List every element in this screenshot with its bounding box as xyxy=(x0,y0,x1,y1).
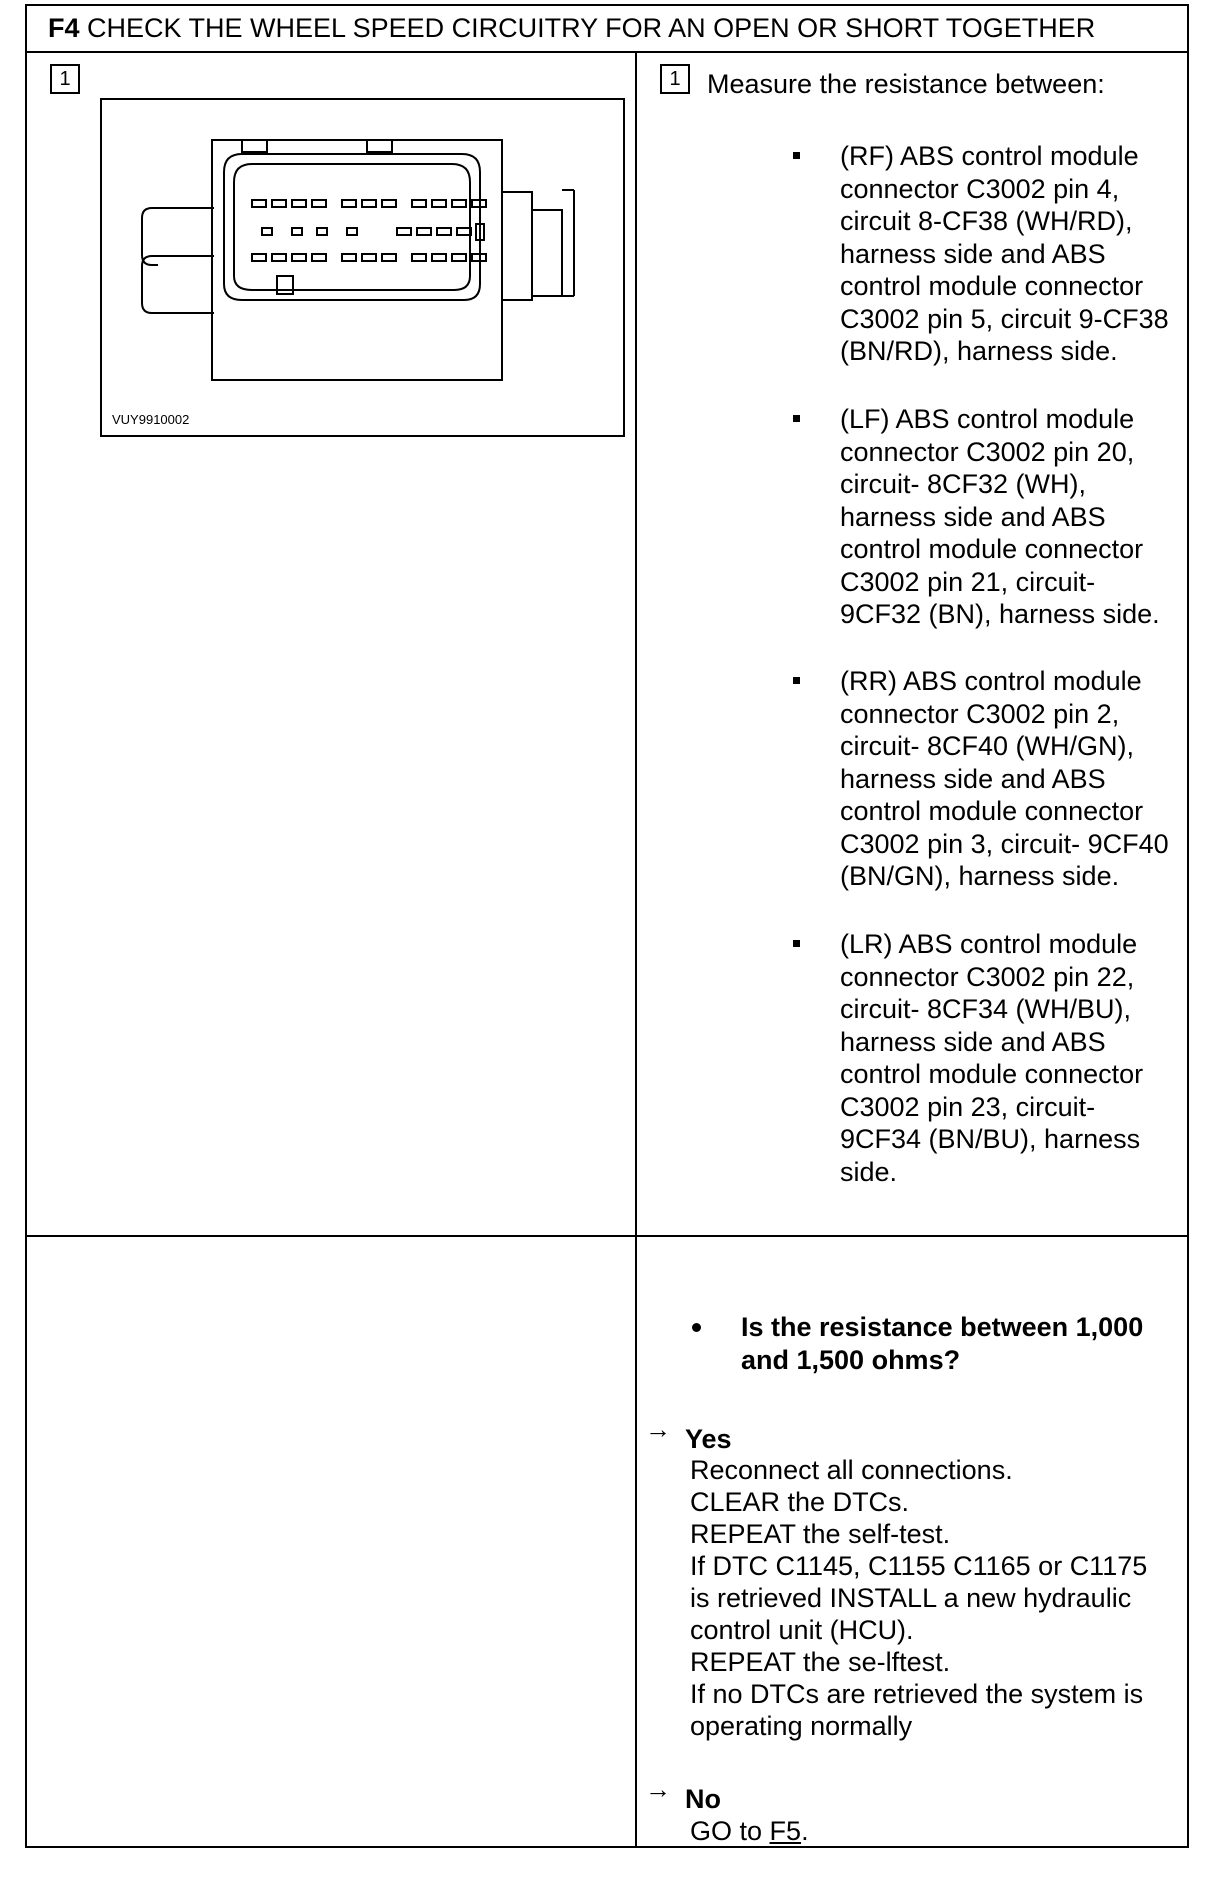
figure-code: VUY9910002 xyxy=(112,412,190,427)
column-divider xyxy=(635,51,637,1846)
goto-prefix: GO to xyxy=(690,1816,763,1846)
connector-figure xyxy=(100,98,625,437)
step-header xyxy=(48,12,1095,44)
question-text: Is the resistance between 1,000 and 1,500 ohms? xyxy=(741,1312,1144,1375)
step-code: F4 xyxy=(48,13,80,43)
measurement-lf: (LF) ABS control module connector C3002 pin 20, circuit- 8CF32 (WH), harness side and ABS control module connector C3002 pin 21, circuit- 9CF32 (BN), harness side. xyxy=(840,404,1160,629)
no-arrow-icon: → xyxy=(645,1774,671,1804)
goto-suffix: . xyxy=(801,1816,809,1846)
step-marker-icon-right: 1 xyxy=(660,64,690,94)
bullet-icon xyxy=(793,677,800,684)
header-divider xyxy=(25,51,1189,53)
bullet-icon xyxy=(793,415,800,422)
goto-f5-link[interactable]: F5 xyxy=(769,1816,802,1846)
step-title: CHECK THE WHEEL SPEED CIRCUITRY FOR AN OPEN OR SHORT TOGETHER xyxy=(87,13,1096,43)
step-marker-icon: 1 xyxy=(50,64,80,94)
row-divider xyxy=(25,1235,1189,1237)
yes-actions: Reconnect all connections. CLEAR the DTCs. REPEAT the self-test. If DTC C1145, C1155 C1165 or C1175 is retrieved INSTALL a new hydraulic control unit (HCU). REPEAT the se-lftest. If no DTCs are retrieved the system is operating normally xyxy=(690,1455,1148,1741)
yes-arrow-icon: → xyxy=(645,1414,671,1444)
measurement-rf: (RF) ABS control module connector C3002 pin 4, circuit 8-CF38 (WH/RD), harness side and ABS control module connector C3002 pin 5, circuit 9-CF38 (BN/RD), harness side. xyxy=(840,141,1169,366)
bullet-icon xyxy=(793,152,800,159)
connector-diagram xyxy=(102,100,623,435)
measurement-rr: (RR) ABS control module connector C3002 pin 2, circuit- 8CF40 (WH/GN), harness side and ABS control module connector C3002 pin 3, circuit- 9CF40 (BN/GN), harness side. xyxy=(840,666,1169,891)
yes-label: Yes xyxy=(685,1424,732,1454)
no-label: No xyxy=(685,1784,721,1814)
instruction-text: Measure the resistance between: xyxy=(707,69,1105,99)
question-bullet-icon xyxy=(692,1323,701,1332)
bullet-icon xyxy=(793,940,800,947)
measurement-lr: (LR) ABS control module connector C3002 pin 22, circuit- 8CF34 (WH/BU), harness side and ABS control module connector C3002 pin 23, circuit- 9CF34 (BN/BU), harness side. xyxy=(840,929,1144,1187)
no-action xyxy=(690,1815,809,1847)
